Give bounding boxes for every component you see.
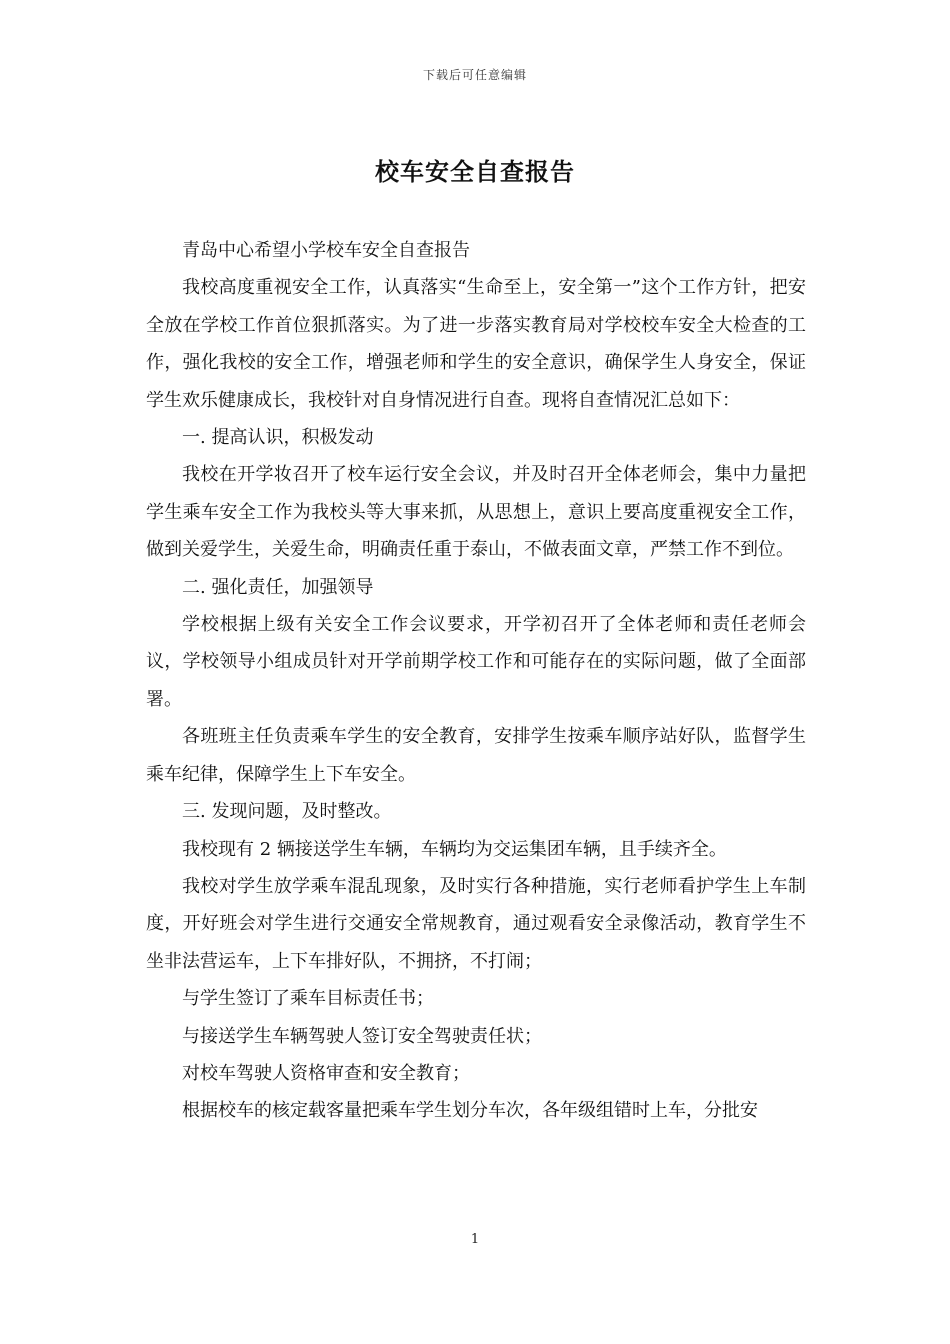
body-paragraph: 与接送学生车辆驾驶人签订安全驾驶责任状； <box>182 1025 542 1047</box>
body-paragraph: 我校在开学妆召开了校车运行安全会议，并及时召开全体老师会，集中力量把学生乘车安全工作为我校头等大事来抓，从思想上，意识上要高度重视安全工作，做到关爱学生，关爱生命，明确责任重于泰山，不做表面文章，严禁工作不到位。 <box>146 464 806 561</box>
body-paragraph: 我校对学生放学乘车混乱现象，及时实行各种措施，实行老师看护学生上车制度，开好班会对学生进行交通安全常规教育，通过观看安全录像活动，教育学生不坐非法营运车，上下车排好队，不拥挤，不打闹； <box>146 875 806 972</box>
body-paragraph: 对校车驾驶人资格审查和安全教育； <box>182 1062 470 1084</box>
body-paragraph: 各班班主任负责乘车学生的安全教育，安排学生按乘车顺序站好队，监督学生乘车纪律，保障学生上下车安全。 <box>146 726 806 785</box>
document-body <box>146 232 806 1130</box>
section-heading-2: 二. 强化责任，加强领导 <box>182 576 374 598</box>
report-subtitle: 青岛中心希望小学校车安全自查报告 <box>182 240 470 261</box>
section-heading-3: 三. 发现问题，及时整改。 <box>182 801 392 823</box>
body-paragraph: 我校现有 2 辆接送学生车辆，车辆均为交运集团车辆，且手续齐全。 <box>182 838 727 860</box>
body-paragraph: 我校高度重视安全工作，认真落实“生命至上，安全第一”这个工作方针，把安全放在学校工作首位狠抓落实。为了进一步落实教育局对学校校车安全大检查的工作，强化我校的安全工作，增强老师和学生的安全意识，确保学生人身安全，保证学生欢乐健康成长，我校针对自身情况进行自查。现将自查情况汇总如下： <box>146 277 806 411</box>
body-paragraph: 根据校车的核定载客量把乘车学生划分车次，各年级组错时上车，分批安 <box>182 1100 758 1122</box>
section-heading-1: 一. 提高认识，积极发动 <box>182 427 374 449</box>
page-number: 1 <box>470 1232 480 1247</box>
document-title: 校车安全自查报告 <box>375 157 575 186</box>
page-header-note: 下载后可任意编辑 <box>422 68 527 82</box>
body-paragraph: 与学生签订了乘车目标责任书； <box>182 988 434 1010</box>
body-paragraph: 学校根据上级有关安全工作会议要求，开学初召开了全体老师和责任老师会议，学校领导小组成员针对开学前期学校工作和可能存在的实际问题，做了全面部署。 <box>146 614 806 710</box>
